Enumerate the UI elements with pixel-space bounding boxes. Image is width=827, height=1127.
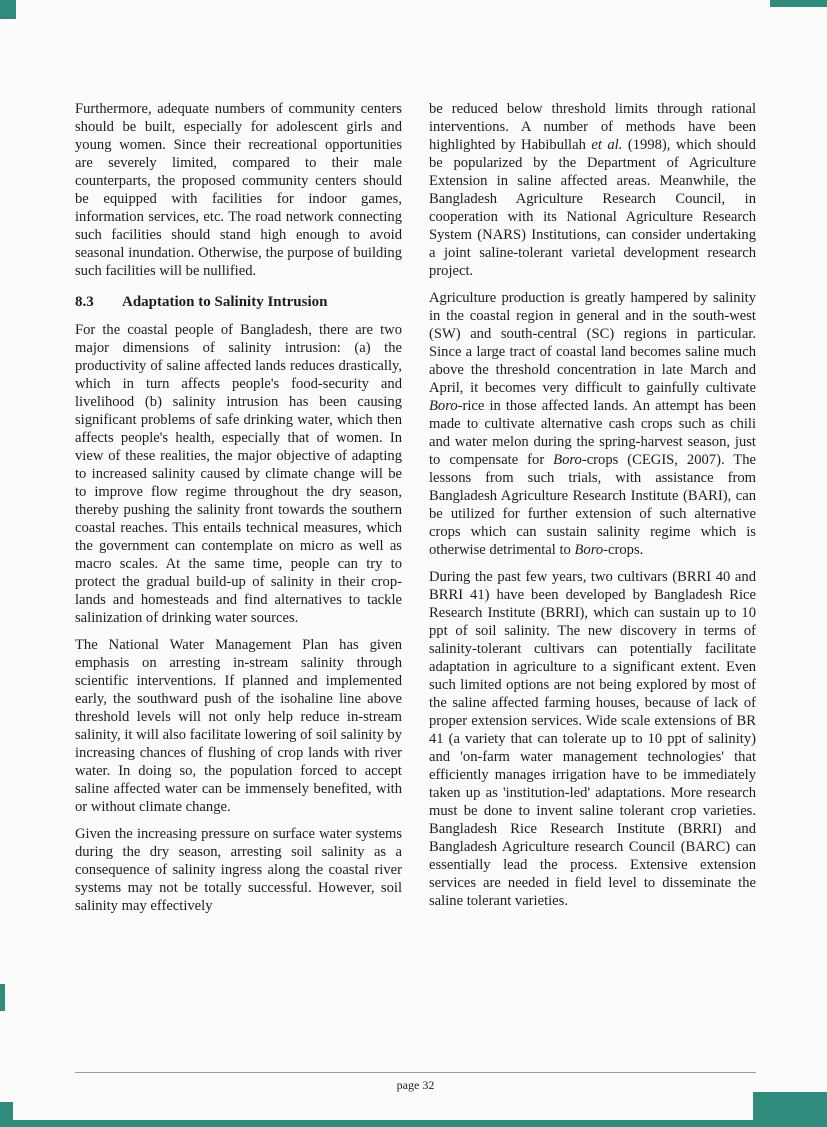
right-column xyxy=(429,100,756,924)
two-column-text xyxy=(75,100,756,924)
page-footer xyxy=(75,1072,756,1093)
section-number: 8.3 xyxy=(75,294,94,310)
paragraph-threshold-limits: be reduced below threshold limits through rational interventions. A number of methods have been highlighted by Habibullah et al. (1998), which should be popularized by the Department of Agriculture Extension in saline affected areas. Meanwhile, the Bangladesh Agriculture Research Council, in cooperation with its National Agriculture Research System (NARS) Institutions, can consider undertaking a joint saline-tolerant varietal development research project. xyxy=(429,101,756,279)
scan-mark-bottom-strip xyxy=(13,1120,754,1127)
scan-mark-top-left xyxy=(0,0,16,19)
left-column xyxy=(75,100,402,924)
scan-mark-top-right xyxy=(770,0,827,7)
section-title: Adaptation to Salinity Intrusion xyxy=(122,294,328,310)
scan-mark-bottom-left xyxy=(0,1102,13,1127)
paragraph-cultivars: During the past few years, two cultivars (BRRI 40 and BRRI 41) have been developed by Bangladesh Rice Research Institute (BRRI), which can sustain up to 10 ppt of soil salinity. The new discovery in terms of salinity-tolerant cultivars can potentially facilitate adaptation in agriculture to a significant extent. Even such limited options are not being explored by most of the saline affected farming houses, because of lack of proper extension services. Wide scale extensions of BR 41 (a variety that can tolerate up to 10 ppt of salinity) and 'on-farm water management technologies' that efficiently manages irrigation have to be immediately taken up as 'institution-led' adaptations. More research must be done to invent saline tolerant crop varieties. Bangladesh Rice Research Institute (BRRI) and Bangladesh Agriculture research Council (BARC) can essentially lead the process. Extensive extension services are needed in field level to disseminate the saline tolerant varieties. xyxy=(429,569,756,909)
paragraph-surface-water-pressure: Given the increasing pressure on surface water systems during the dry season, arresting soil salinity as a consequence of salinity ingress along the coastal river systems may not be totally successful. However, soil salinity may effectively xyxy=(75,826,402,914)
paragraph-agriculture-production: Agriculture production is greatly hampered by salinity in the coastal region in general and in the south-west (SW) and south-central (SC) regions in particular. Since a large tract of coastal land becomes saline much above the threshold concentration in late March and April, it becomes very difficult to gainfully cultivate Boro-rice in those affected lands. An attempt has been made to cultivate alternative cash crops such as chili and water melon during the spring-harvest season, just to compensate for Boro-crops (CEGIS, 2007). The lessons from such trials, with assistance from Bangladesh Agriculture Research Institute (BARI), can be utilized for further extension of such alternative crops which can sustain salinity regime which is otherwise detrimental to Boro-crops. xyxy=(429,290,756,558)
page-number: page 32 xyxy=(396,1078,435,1092)
scan-mark-bottom-right xyxy=(753,1092,827,1127)
paragraph-water-management-plan: The National Water Management Plan has given emphasis on arresting in-stream salinity through scientific interventions. If planned and implemented early, the southward push of the isohaline line above threshold levels will not only help reduce in-stream salinity, it will also facilitate lowering of soil salinity by increasing chances of flushing of crop lands with river water. In doing so, the population forced to accept saline affected water can be immensely benefited, with or without climate change. xyxy=(75,637,402,815)
scan-mark-left-edge xyxy=(0,984,5,1011)
paragraph-salinity-dimensions: For the coastal people of Bangladesh, there are two major dimensions of salinity intrusion: (a) the productivity of saline affected lands reduces drastically, which in turn affects people's food-security and livelihood (b) salinity intrusion has been causing significant problems of safe drinking water, which then affects people's health, especially that of women. In view of these realities, the major objective of adapting to increased salinity caused by climate change will be to improve flow regime throughout the dry season, thereby pushing the salinity front towards the southern coastal reaches. This entails technical measures, which the government can contemplate on micro as well as macro scales. At the same time, people can try to protect the gradual build-up of salinity in their crop-lands and homesteads and find alternatives to tackle salinization of drinking water sources. xyxy=(75,322,402,626)
section-heading xyxy=(75,293,402,311)
paragraph-community-centers: Furthermore, adequate numbers of community centers should be built, especially for adolescent girls and young women. Since their recreational opportunities are severely limited, compared to their male counterparts, the proposed community centers should be equipped with facilities for indoor games, information services, etc. The road network connecting such facilities should stand high enough to avoid seasonal inundation. Otherwise, the purpose of building such facilities will be nullified. xyxy=(75,101,402,279)
